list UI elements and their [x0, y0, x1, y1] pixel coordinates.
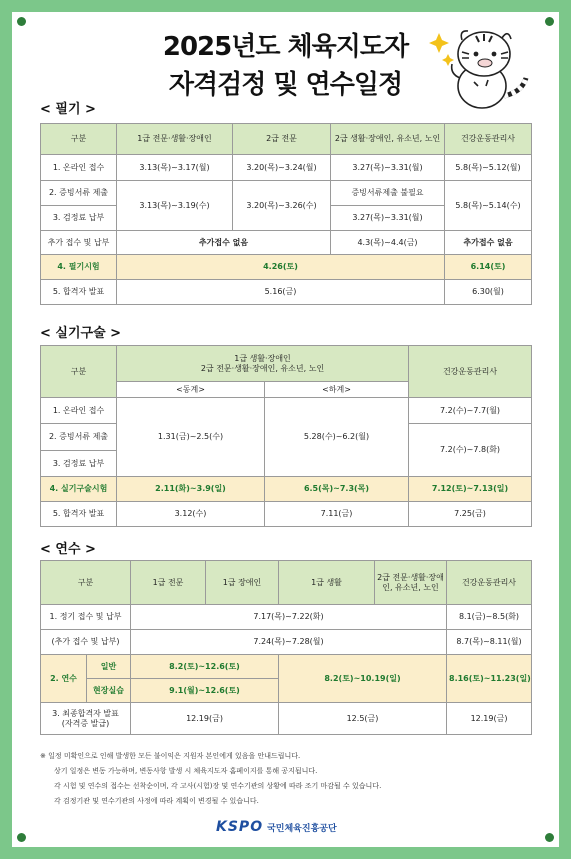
date-cell: 3.13(목)~3.19(수) — [117, 181, 233, 231]
date-cell: 8.1(금)~8.5(화) — [447, 605, 532, 630]
date-cell: 5.8(목)~5.12(월) — [445, 155, 532, 181]
exam-date-cell: 6.14(토) — [445, 255, 532, 280]
row-label: 추가 접수 및 납부 — [41, 231, 117, 255]
exam-date-cell: 6.5(목)~7.3(목) — [265, 477, 409, 502]
header-cell: 1급 전문·생활·장애인 — [117, 124, 233, 155]
date-cell: 3.27(목)~3.31(월) — [331, 206, 445, 231]
notes — [40, 749, 381, 809]
date-cell: 8.7(목)~8.11(월) — [447, 630, 532, 655]
row-label: 3. 검정료 납부 — [41, 451, 117, 477]
date-cell: 12.5(금) — [279, 703, 447, 735]
header-cell: 1급 생활 — [279, 561, 375, 605]
header-cell: 건강운동관리사 — [445, 124, 532, 155]
practical-schedule-table — [40, 345, 532, 527]
row-label: 4. 필기시험 — [41, 255, 117, 280]
sub-header-cell: <하계> — [265, 382, 409, 398]
section-heading-practical: < 실기구술 > — [40, 326, 122, 341]
row-label: 3. 검정료 납부 — [41, 206, 117, 231]
header-group-line: 2급 전문·생활·장애인, 유소년, 노인 — [200, 363, 325, 373]
date-cell: 3.13(목)~3.17(월) — [117, 155, 233, 181]
sub-row-label: 일반 — [87, 655, 131, 679]
date-cell: 4.3(목)~4.4(금) — [331, 231, 445, 255]
row-label: 1. 정기 접수 및 납부 — [41, 605, 131, 630]
logo-mark: KSPO — [216, 819, 264, 835]
training-date-cell: 9.1(월)~12.6(토) — [131, 679, 279, 703]
pin-icon — [545, 17, 554, 26]
sub-header-cell: <동계> — [117, 382, 265, 398]
row-label: 1. 온라인 접수 — [41, 398, 117, 424]
header-cell: 건강운동관리사 — [409, 346, 532, 398]
row-label-line: 3. 최종합격자 발표 — [52, 708, 119, 718]
date-cell: 7.11(금) — [265, 502, 409, 527]
exam-date-cell: 4.26(토) — [117, 255, 445, 280]
row-label: 2. 연수 — [41, 655, 87, 703]
date-cell: 3.12(수) — [117, 502, 265, 527]
date-cell: 추가접수 없음 — [445, 231, 532, 255]
date-cell: 7.24(목)~7.28(월) — [131, 630, 447, 655]
pin-icon — [17, 833, 26, 842]
date-cell: 12.19(금) — [447, 703, 532, 735]
note-line: 각 검정기관 및 연수기관의 사정에 따라 계획이 변경될 수 있습니다. — [54, 797, 259, 805]
date-cell: 7.2(수)~7.8(화) — [409, 424, 532, 477]
date-cell: 7.25(금) — [409, 502, 532, 527]
date-cell: 추가접수 없음 — [117, 231, 331, 255]
row-label: 2. 증빙서류 제출 — [41, 181, 117, 206]
header-cell: 2급 생활·장애인, 유소년, 노인 — [331, 124, 445, 155]
date-cell: 12.19(금) — [131, 703, 279, 735]
header-cell: 구분 — [41, 124, 117, 155]
note-line: 각 시험 및 연수의 접수는 선착순이며, 각 고사(시험)장 및 연수기관의 상황에 따라 조기 마감될 수 있습니다. — [54, 782, 382, 790]
pin-icon — [17, 17, 26, 26]
date-cell: 5.28(수)~6.2(월) — [265, 398, 409, 477]
header-cell: 2급 전문·생활·장애인, 유소년, 노인 — [375, 561, 447, 605]
section-heading-training: < 연수 > — [40, 542, 96, 557]
pin-icon — [545, 833, 554, 842]
row-label: 1. 온라인 접수 — [41, 155, 117, 181]
tiger-mascot-icon — [424, 18, 534, 114]
date-cell: 5.16(금) — [117, 280, 445, 305]
page-title-line1: 2025년도 체육지도자 — [162, 32, 409, 62]
header-cell: 1급 장애인 — [206, 561, 279, 605]
header-cell: 구분 — [41, 561, 131, 605]
training-date-cell: 8.16(토)~11.23(일) — [447, 655, 532, 703]
training-schedule-table — [40, 560, 532, 735]
row-label: (추가 접수 및 납부) — [41, 630, 131, 655]
row-label: 5. 합격자 발표 — [41, 502, 117, 527]
poster — [12, 12, 559, 847]
header-cell: 2급 전문 — [233, 124, 331, 155]
date-cell: 7.2(수)~7.7(월) — [409, 398, 532, 424]
date-cell: 증빙서류제출 불필요 — [331, 181, 445, 206]
row-label: 5. 합격자 발표 — [41, 280, 117, 305]
header-group-line: 1급 생활·장애인 — [234, 353, 291, 363]
header-group-cell — [117, 346, 409, 382]
note-line: ※ 일정 미확인으로 인해 발생한 모든 불이익은 지원자 본인에게 있음을 안내드립니다. — [40, 752, 301, 760]
row-label: 2. 증빙서류 제출 — [41, 424, 117, 451]
row-label: 4. 실기구술시험 — [41, 477, 117, 502]
header-cell: 구분 — [41, 346, 117, 398]
date-cell: 3.20(목)~3.24(월) — [233, 155, 331, 181]
date-cell: 1.31(금)~2.5(수) — [117, 398, 265, 477]
date-cell: 7.17(목)~7.22(화) — [131, 605, 447, 630]
exam-date-cell: 7.12(토)~7.13(일) — [409, 477, 532, 502]
header-cell: 건강운동관리사 — [447, 561, 532, 605]
section-heading-written: < 필기 > — [40, 102, 96, 117]
logo-name: 국민체육진흥공단 — [267, 823, 337, 834]
row-label — [41, 703, 131, 735]
exam-date-cell: 2.11(화)~3.9(일) — [117, 477, 265, 502]
date-cell: 3.20(목)~3.26(수) — [233, 181, 331, 231]
date-cell: 3.27(목)~3.31(월) — [331, 155, 445, 181]
written-schedule-table — [40, 123, 532, 305]
note-line: 상기 일정은 변동 가능하며, 변동사항 발생 시 체육지도자 홈페이지를 통해 공지됩니다. — [54, 767, 318, 775]
sub-row-label: 현장실습 — [87, 679, 131, 703]
header-cell: 1급 전문 — [131, 561, 206, 605]
date-cell: 6.30(월) — [445, 280, 532, 305]
training-date-cell: 8.2(토)~10.19(일) — [279, 655, 447, 703]
date-cell: 5.8(목)~5.14(수) — [445, 181, 532, 231]
kspo-logo — [216, 819, 337, 835]
page-title-line2: 자격검정 및 연수일정 — [168, 70, 403, 100]
row-label-line: (자격증 발급) — [61, 718, 110, 728]
training-date-cell: 8.2(토)~12.6(토) — [131, 655, 279, 679]
